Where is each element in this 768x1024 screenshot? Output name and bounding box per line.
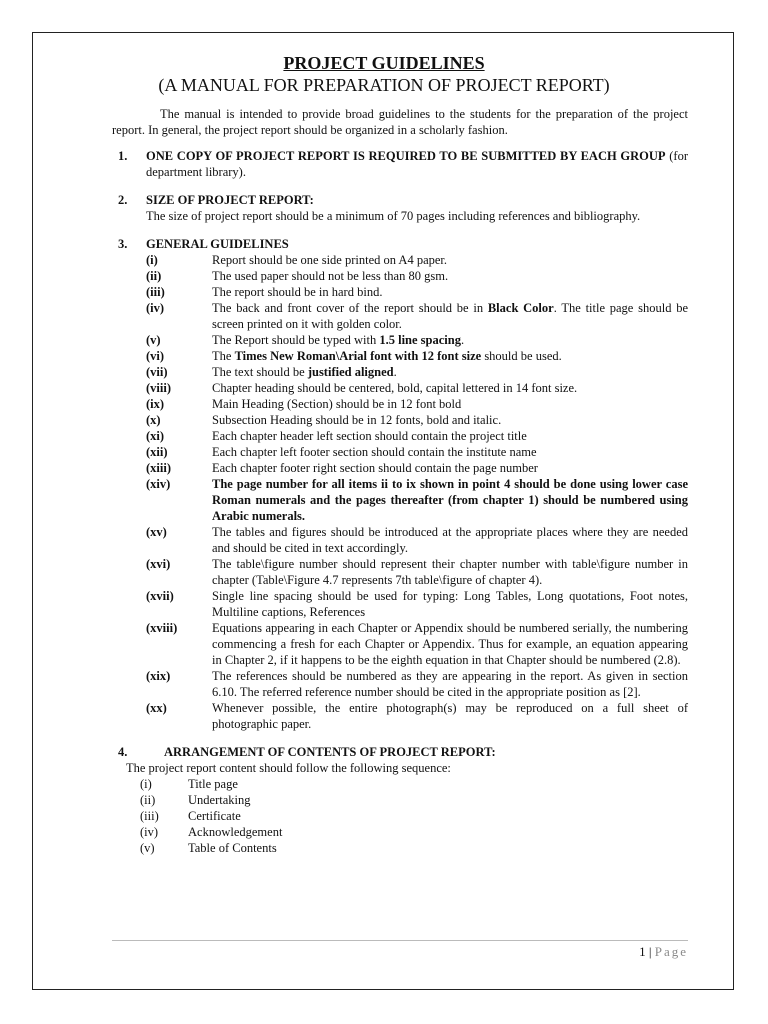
item-numeral: (ii) [140, 793, 156, 807]
list-item [146, 524, 688, 556]
section-number: 2. [118, 193, 128, 207]
section-3 [80, 236, 688, 732]
item-text: Main Heading (Section) should be in 12 font bold [212, 397, 462, 411]
item-text: Whenever possible, the entire photograph(s) may be reproduced on a full sheet of photographic paper. [212, 701, 688, 731]
list-item [146, 348, 688, 364]
item-numeral: (xviii) [146, 621, 178, 635]
item-numeral: (v) [140, 841, 155, 855]
item-numeral: (x) [146, 413, 161, 427]
list-item [146, 268, 688, 284]
list-item [146, 428, 688, 444]
list-item [146, 380, 688, 396]
list-item [146, 364, 688, 380]
item-text: Each chapter left footer section should contain the institute name [212, 445, 537, 459]
list-item [146, 332, 688, 348]
item-text: Table of Contents [188, 841, 277, 855]
item-text: The text should be justified aligned. [212, 365, 397, 379]
document-subtitle: (A MANUAL FOR PREPARATION OF PROJECT REPORT) [158, 75, 610, 95]
item-text: The back and front cover of the report should be in Black Color. The title page should be screen printed on it with golden color. [212, 301, 689, 331]
item-text: Undertaking [188, 793, 251, 807]
item-numeral: (viii) [146, 381, 171, 395]
section-2 [80, 192, 688, 224]
item-text: The references should be numbered as they are appearing in the report. As given in section 6.10. The referred reference number should be cited in the appropriate position as [2]. [212, 669, 688, 699]
section-number: 4. [118, 745, 128, 759]
page-label: Page [654, 944, 688, 959]
footer-divider [112, 940, 688, 941]
item-text: The report should be in hard bind. [212, 285, 383, 299]
section-1 [80, 148, 688, 180]
list-item [140, 792, 688, 808]
section-text: The size of project report should be a minimum of 70 pages including references and bibliography. [146, 209, 641, 223]
item-text: The used paper should not be less than 80 gsm. [212, 269, 449, 283]
list-item [146, 252, 688, 268]
item-numeral: (xix) [146, 669, 171, 683]
item-text: Acknowledgement [188, 825, 283, 839]
guidelines-list [146, 252, 688, 732]
item-text: Title page [188, 777, 238, 791]
item-numeral: (xiv) [146, 477, 171, 491]
item-text: Subsection Heading should be in 12 fonts, bold and italic. [212, 413, 502, 427]
item-numeral: (xv) [146, 525, 167, 539]
item-numeral: (ii) [146, 269, 162, 283]
contents-sequence-list [140, 776, 688, 856]
list-item [146, 556, 688, 588]
item-text: The Report should be typed with 1.5 line spacing. [212, 333, 465, 347]
section-heading-tail: (for department library). [146, 149, 688, 179]
document-title: PROJECT GUIDELINES [283, 53, 485, 73]
list-item [140, 776, 688, 792]
item-text: Report should be one side printed on A4 paper. [212, 253, 448, 267]
list-item [146, 588, 688, 620]
item-numeral: (vii) [146, 365, 168, 379]
item-text: The tables and figures should be introduced at the appropriate places where they are needed and should be cited in text accordingly. [212, 525, 688, 555]
list-item [146, 396, 688, 412]
item-numeral: (v) [146, 333, 161, 347]
item-numeral: (iii) [140, 809, 159, 823]
section-heading: ONE COPY OF PROJECT REPORT IS REQUIRED TO BE SUBMITTED BY EACH GROUP [146, 149, 666, 163]
item-text: Single line spacing should be used for typing: Long Tables, Long quotations, Foot notes, Multiline captions, References [212, 589, 688, 619]
list-item [140, 840, 688, 856]
list-item [146, 284, 688, 300]
list-item [140, 824, 688, 840]
intro-paragraph: The manual is intended to provide broad guidelines to the students for the preparation of the project report. In general, the project report should be organized in a scholarly fashion. [112, 107, 688, 137]
section-heading: SIZE OF PROJECT REPORT: [146, 193, 314, 207]
item-numeral: (xvii) [146, 589, 174, 603]
page-number: 1 [639, 944, 646, 959]
item-text: Chapter heading should be centered, bold, capital lettered in 14 font size. [212, 381, 578, 395]
item-text: Certificate [188, 809, 241, 823]
item-numeral: (xx) [146, 701, 167, 715]
item-numeral: (iv) [140, 825, 159, 839]
document-body [80, 52, 688, 868]
item-numeral: (xi) [146, 429, 165, 443]
page-separator: | [645, 944, 655, 959]
list-item [146, 700, 688, 732]
item-text: The table\figure number should represent their chapter number with table\figure number in chapter (Table\Figure 4.7 represents 7th table\figure of chapter 4). [212, 557, 688, 587]
item-numeral: (i) [146, 253, 158, 267]
item-text: Each chapter header left section should contain the project title [212, 429, 527, 443]
section-number: 1. [118, 149, 128, 163]
list-item [146, 444, 688, 460]
list-item [140, 808, 688, 824]
section-heading: ARRANGEMENT OF CONTENTS OF PROJECT REPORT: [164, 745, 496, 759]
list-item [146, 620, 688, 668]
section-4 [80, 744, 688, 856]
page-footer [540, 944, 688, 960]
item-numeral: (xiii) [146, 461, 171, 475]
item-text: The Times New Roman\Arial font with 12 font size should be used. [212, 349, 562, 363]
section-text: The project report content should follow the following sequence: [126, 761, 451, 775]
section-number: 3. [118, 237, 128, 251]
list-item [146, 300, 688, 332]
section-heading: GENERAL GUIDELINES [146, 237, 289, 251]
item-numeral: (xvi) [146, 557, 171, 571]
list-item [146, 412, 688, 428]
item-text: Each chapter footer right section should contain the page number [212, 461, 538, 475]
item-numeral: (i) [140, 777, 152, 791]
item-numeral: (iv) [146, 301, 165, 315]
item-numeral: (xii) [146, 445, 168, 459]
item-numeral: (iii) [146, 285, 165, 299]
list-item [146, 460, 688, 476]
item-text: Equations appearing in each Chapter or Appendix should be numbered serially, the numbering commencing a fresh for each Chapter or Appendix. Thus for example, an equation appearing in Chapter 2, if it happens to be the eighth equation in that Chapter should be numbered (2.8). [212, 621, 688, 667]
item-numeral: (ix) [146, 397, 165, 411]
item-numeral: (vi) [146, 349, 165, 363]
list-item [146, 476, 688, 524]
item-text: The page number for all items ii to ix shown in point 4 should be done using lower case Roman numerals and the pages thereafter (from chapter 1) should be numbered using Arabic numerals. [212, 477, 688, 523]
list-item [146, 668, 688, 700]
